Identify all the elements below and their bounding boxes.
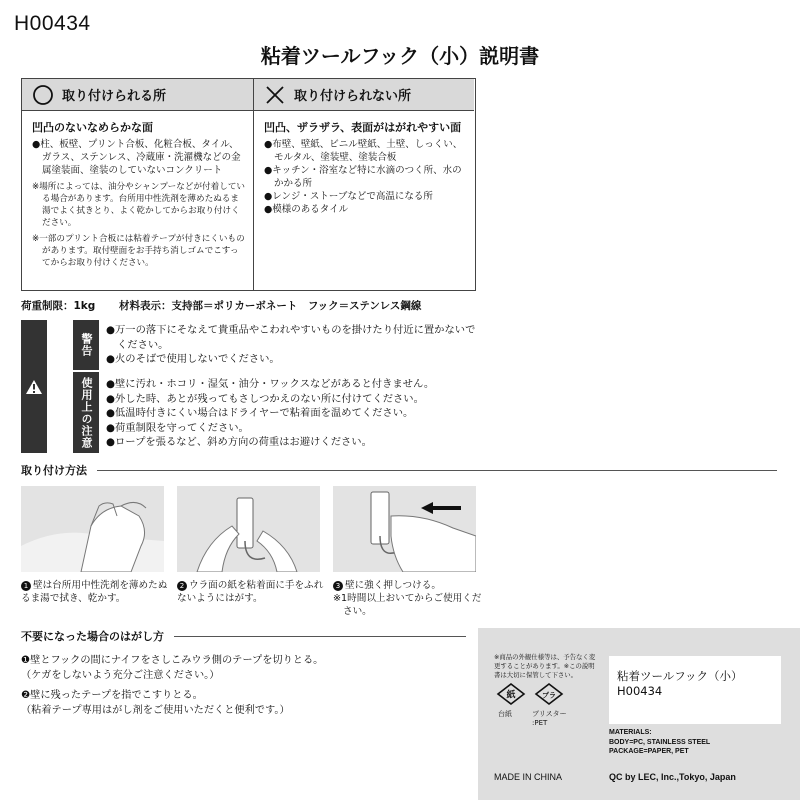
warning-item: ●万一の落下にそなえて貴重品やこわれやすいものを掛けたり付近に置かないでください。 xyxy=(106,324,476,351)
caution-item: ●壁に汚れ・ホコリ・湿気・油分・ワックスなどがあると付きません。 xyxy=(106,378,435,390)
plastic-recycle-mark: プラ xyxy=(542,691,556,700)
warning-item: ●火のそばで使用しないでください。 xyxy=(106,353,280,365)
suitable-header xyxy=(22,79,253,111)
step1-caption xyxy=(21,579,171,605)
removal-section-heading xyxy=(21,628,466,644)
unsuitable-item: ●レンジ・ストーブなどで高温になる所 xyxy=(264,191,433,202)
suitable-note: ※一部のプリント合板には粘着テープが付きにくいものがあります。取付壁面をお手持ち消しゴムでこすってからお取り付けください。 xyxy=(32,234,245,268)
materials-info xyxy=(609,728,710,757)
caution-item: ●荷重制限を守ってください。 xyxy=(106,421,249,434)
install-heading: 取り付け方法 xyxy=(21,464,87,477)
warning-triangle-icon xyxy=(25,379,43,395)
package-label-panel xyxy=(478,628,800,800)
removal-line: ❷壁に残ったテープを指でこすりとる。 xyxy=(21,690,203,701)
unsuitable-item: ●布壁、壁紙、ビニル壁紙、土壁、しっくい、モルタル、塗装壁、塗装合板 xyxy=(264,139,463,163)
plastic-recycle-label-line2: :PET xyxy=(532,719,548,727)
removal-heading: 不要になった場合のはがし方 xyxy=(21,630,164,643)
unsuitable-column xyxy=(254,79,474,290)
product-code: H00434 xyxy=(14,12,91,35)
divider xyxy=(97,470,777,471)
removal-line: （ケガをしないよう充分ご注意ください。） xyxy=(21,669,220,681)
compatibility-box xyxy=(21,78,476,291)
plastic-recycle-label-line1: ブリスター xyxy=(532,710,567,718)
product-code-label: H00434 xyxy=(617,684,663,698)
removal-line: ❶壁とフックの間にナイフをさしこみウラ側のテープを切りとる。 xyxy=(21,655,324,666)
step3-note: ※1時間以上おいてからご使用ください。 xyxy=(333,593,482,617)
caution-item: ●外した時、あとが残ってもさしつかえのない所に付けてください。 xyxy=(106,392,424,405)
company-info: QC by LEC, Inc.,Tokyo, Japan xyxy=(609,772,736,782)
step2-caption xyxy=(177,579,327,605)
paper-recycle-mark: 紙 xyxy=(506,690,516,701)
install-section-heading xyxy=(21,462,777,478)
step3-caption xyxy=(333,579,483,618)
warning-block xyxy=(21,320,476,453)
step1-illustration xyxy=(21,486,164,572)
material-info: 材料表示：支持部＝ポリカーボネート フック＝ステンレス鋼線 xyxy=(118,300,422,312)
step1-text: 壁は台所用中性洗剤を薄めたぬるま湯で拭き、乾かす。 xyxy=(21,580,168,604)
caution-list xyxy=(106,377,476,450)
step-number-badge: 2 xyxy=(177,581,187,591)
caution-label: 使用上の注意 xyxy=(73,372,99,453)
plastic-recycle-icon xyxy=(532,682,566,706)
materials-package: PACKAGE=PAPER, PET xyxy=(609,748,689,755)
caution-item: ●低温時付きにくい場合はドライヤーで粘着面を温めてください。 xyxy=(106,407,414,419)
page-title: 粘着ツールフック（小）説明書 xyxy=(260,44,540,68)
made-in: MADE IN CHINA xyxy=(494,772,563,782)
load-limit: 荷重制限：1kg xyxy=(21,300,96,312)
product-label-box xyxy=(609,656,781,724)
unsuitable-item: ●模様のあるタイル xyxy=(264,204,349,215)
notice-text: ※商品の外観仕様等は、予告なく変更することがあります。※この説明書は大切に保管して下さい。 xyxy=(494,653,596,679)
cross-ng-icon xyxy=(264,84,286,106)
materials-title: MATERIALS: xyxy=(609,729,652,736)
step3-text: 壁に強く押しつける。 xyxy=(345,580,441,591)
step2-illustration xyxy=(177,486,320,572)
unsuitable-subheading: 凹凸、ザラザラ、表面がはがれやすい面 xyxy=(264,121,462,134)
step2-text: ウラ面の紙を粘着面に手をふれないようにはがす。 xyxy=(177,580,324,604)
warning-sidebar xyxy=(21,320,47,453)
suitable-subheading: 凹凸のないなめらかな面 xyxy=(32,121,153,134)
suitable-note: ※場所によっては、油分やシャンプーなどが付着している場合があります。台所用中性洗剤を薄めたぬるま湯でよく拭きとり、よく乾かしてからお取り付けください。 xyxy=(32,182,246,228)
materials-body: BODY=PC, STAINLESS STEEL xyxy=(609,738,711,746)
unsuitable-item: ●キッチン・浴室など特に水滴のつく所、水のかかる所 xyxy=(264,165,462,189)
suitable-heading: 取り付けられる所 xyxy=(62,89,167,104)
spec-line xyxy=(21,298,441,313)
paper-recycle-icon xyxy=(494,682,528,706)
step-number-badge: 3 xyxy=(333,581,343,591)
product-name: 粘着ツールフック（小） xyxy=(617,669,743,683)
suitable-column xyxy=(22,79,254,290)
caution-item: ●ロープを張るなど、斜め方向の荷重はお避けください。 xyxy=(106,436,372,448)
removal-line: （粘着テープ専用はがし剤をご使用いただくと便利です。） xyxy=(21,704,290,716)
paper-recycle-label: 台紙 xyxy=(498,710,512,718)
plastic-recycle-label xyxy=(532,710,567,728)
step-number-badge: 1 xyxy=(21,581,31,591)
removal-instructions xyxy=(21,654,471,718)
unsuitable-heading: 取り付けられない所 xyxy=(294,89,412,104)
suitable-item: ●柱、板壁、プリント合板、化粧合板、タイル、ガラス、ステンレス、冷蔵庫・洗濯機などの金属塗装面、塗装のしていないコンクリート xyxy=(32,139,241,176)
warning-list xyxy=(106,323,476,367)
divider xyxy=(174,636,466,637)
circle-ok-icon xyxy=(32,84,54,106)
unsuitable-header xyxy=(254,79,474,111)
step3-illustration xyxy=(333,486,476,572)
warning-label: 警告 xyxy=(73,320,99,370)
